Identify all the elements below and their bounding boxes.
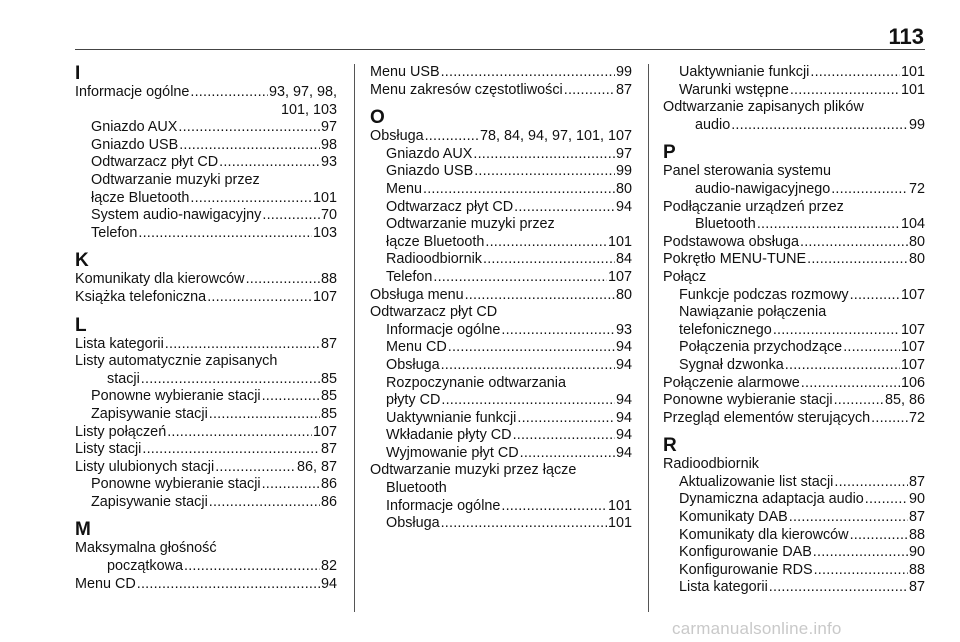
dot-leader: [773, 322, 900, 340]
dot-leader: [501, 498, 607, 516]
index-term: Menu: [386, 180, 422, 197]
index-heading: Odtwarzanie muzyki przez: [386, 216, 555, 233]
page-reference: 94: [615, 444, 632, 461]
dot-leader: [850, 527, 908, 545]
index-entry: [663, 216, 925, 234]
page-reference: 88: [908, 526, 925, 543]
index-term: Gniazdo AUX: [91, 119, 178, 136]
page-reference: 90: [908, 544, 925, 561]
dot-leader: [448, 339, 615, 357]
dot-leader: [474, 163, 615, 181]
index-heading: Radioodbiornik: [663, 456, 759, 473]
index-term: Listy ulubionych stacji: [75, 458, 215, 475]
index-heading: Podłączanie urządzeń przez: [663, 198, 844, 215]
page-reference: 107: [607, 268, 632, 285]
index-term: Lista kategorii: [75, 335, 164, 352]
page-reference: 97: [615, 145, 632, 162]
page-reference: 78, 84, 94, 97, 101, 107: [479, 128, 632, 145]
page-reference: 94: [615, 198, 632, 215]
page-reference: 88: [908, 561, 925, 578]
index-term: Połączenia przychodzące: [679, 339, 843, 356]
index-term: płyty CD: [386, 392, 441, 409]
dot-leader: [473, 146, 615, 164]
page-reference: 70: [320, 207, 337, 224]
index-entry: [75, 190, 337, 208]
index-term: Ponowne wybieranie stacji: [91, 388, 261, 405]
index-entry: [75, 441, 337, 459]
index-entry: [75, 371, 337, 389]
page-reference: 87: [615, 81, 632, 98]
dot-leader: [731, 117, 908, 135]
dot-leader: [137, 576, 320, 594]
dot-leader: [483, 251, 615, 269]
page-reference: 107: [900, 339, 925, 356]
index-term: Wyjmowanie płyt CD: [386, 444, 519, 461]
page-reference: 99: [908, 116, 925, 133]
page-reference: 85: [320, 405, 337, 422]
page-reference: 101: [900, 81, 925, 98]
dot-leader: [513, 427, 615, 445]
index-term: łącze Bluetooth: [91, 189, 190, 206]
dot-leader: [789, 509, 908, 527]
index-term: Listy połączeń: [75, 423, 167, 440]
section-letter: I: [75, 63, 81, 84]
watermark: carmanualsonline.info: [672, 619, 842, 638]
dot-leader: [262, 207, 320, 225]
index-entry: [663, 181, 925, 199]
index-entry: [370, 445, 632, 463]
page-reference: 80: [908, 251, 925, 268]
index-term: Ponowne wybieranie stacji: [91, 476, 261, 493]
index-heading: Nawiązanie połączenia: [679, 304, 827, 321]
index-heading: Połącz: [663, 268, 707, 285]
page-reference: 107: [312, 288, 337, 305]
dot-leader: [810, 64, 900, 82]
dot-leader: [215, 459, 296, 477]
index-entry: [75, 225, 337, 243]
dot-leader: [262, 388, 320, 406]
dot-leader: [813, 544, 908, 562]
index-term: Odtwarzacz płyt CD: [91, 154, 219, 171]
section-letter: P: [663, 142, 676, 164]
section-letter: O: [370, 107, 385, 129]
index-term: Warunki wstępne: [679, 81, 789, 98]
page-reference: 94: [615, 339, 632, 356]
index-term: Wkładanie płyty CD: [386, 427, 512, 444]
index-heading: Bluetooth: [386, 480, 447, 497]
dot-leader: [441, 357, 615, 375]
page-reference: 94: [320, 575, 337, 592]
page-reference: 84: [615, 251, 632, 268]
dot-leader: [871, 410, 908, 428]
section-letter: L: [75, 314, 87, 336]
page-reference: 90: [908, 491, 925, 508]
index-term: Uaktywnianie funkcji: [386, 409, 517, 426]
index-entry: [370, 515, 632, 533]
index-entry: [370, 199, 632, 217]
index-term: Książka telefoniczna: [75, 288, 207, 305]
page-reference-continued: 101, 103: [280, 101, 337, 118]
index-term: Uaktywnianie funkcji: [679, 64, 810, 80]
dot-leader: [441, 392, 615, 410]
page-reference: 101: [607, 233, 632, 250]
page-reference: 101: [312, 189, 337, 206]
dot-leader: [769, 579, 908, 597]
page-reference: 107: [312, 423, 337, 440]
index-entry: [663, 234, 925, 252]
index-entry: [75, 84, 337, 102]
page-reference: 87: [908, 473, 925, 490]
dot-leader: [209, 494, 320, 512]
index-term: Bluetooth: [695, 216, 756, 233]
index-entry: [663, 562, 925, 580]
page-reference: 85: [320, 388, 337, 405]
index-heading: Maksymalna głośność: [75, 540, 217, 557]
index-term: Obsługa: [386, 356, 440, 373]
page-reference: 93, 97, 98,: [268, 84, 337, 100]
index-term: Menu CD: [75, 575, 136, 592]
index-entry: [75, 336, 337, 354]
index-entry: [370, 410, 632, 428]
index-term: Informacje ogólne: [75, 84, 190, 100]
dot-leader: [423, 181, 615, 199]
index-entry: [663, 287, 925, 305]
index-entry: [663, 491, 925, 509]
index-entry: [663, 339, 925, 357]
page-reference: 107: [900, 356, 925, 373]
index-term: początkowa: [107, 558, 183, 575]
index-entry: [75, 476, 337, 494]
index-term: Listy stacji: [75, 441, 142, 458]
index-entry: [370, 287, 632, 305]
index-entry: [370, 322, 632, 340]
index-entry: [75, 576, 337, 594]
index-entry: [75, 494, 337, 512]
index-heading: Odtwarzacz płyt CD: [370, 304, 498, 321]
dot-leader: [184, 558, 320, 576]
page-reference: 86: [320, 493, 337, 510]
page-reference: 94: [615, 356, 632, 373]
index-heading: Rozpoczynanie odtwarzania: [386, 374, 566, 391]
dot-leader: [757, 216, 900, 234]
index-entry: [370, 128, 632, 146]
index-term: Menu USB: [370, 64, 440, 80]
index-entry: [370, 339, 632, 357]
index-entry: [75, 154, 337, 172]
index-term: Pokrętło MENU-TUNE: [663, 251, 807, 268]
index-entry: [75, 388, 337, 406]
index-term: Komunikaty dla kierowców: [679, 526, 849, 543]
dot-leader: [831, 181, 908, 199]
page-reference: 87: [320, 335, 337, 352]
index-term: Ponowne wybieranie stacji: [663, 392, 833, 409]
dot-leader: [178, 119, 320, 137]
dot-leader: [850, 287, 900, 305]
dot-leader: [520, 445, 615, 463]
index-term: Gniazdo USB: [386, 163, 474, 180]
index-entry: [370, 251, 632, 269]
index-term: Obsługa: [386, 515, 440, 532]
index-entry: [663, 357, 925, 375]
index-term: Menu zakresów częstotliwości: [370, 81, 563, 98]
dot-leader: [807, 251, 908, 269]
index-entry: [370, 163, 632, 181]
page-number: 113: [888, 24, 924, 49]
page-reference: 80: [615, 286, 632, 303]
index-entry: [663, 474, 925, 492]
dot-leader: [441, 515, 607, 533]
index-entry: [663, 251, 925, 269]
index-entry: [663, 375, 925, 393]
page-reference: 82: [320, 558, 337, 575]
index-term: Telefon: [91, 224, 138, 241]
dot-leader: [167, 424, 312, 442]
page-reference: 98: [320, 136, 337, 153]
index-entry: [663, 410, 925, 428]
dot-leader: [219, 154, 320, 172]
dot-leader: [485, 234, 607, 252]
page-reference: 107: [900, 286, 925, 303]
dot-leader: [246, 271, 320, 289]
index-entry: [663, 117, 925, 135]
index-entry: [663, 544, 925, 562]
page-reference: 106: [900, 374, 925, 391]
page-reference: 87: [908, 509, 925, 526]
dot-leader: [179, 137, 320, 155]
column-divider-1: [354, 64, 355, 612]
page-reference: 80: [615, 180, 632, 197]
index-term: Połączenie alarmowe: [663, 374, 800, 391]
page-reference: 93: [320, 154, 337, 171]
page-reference: 72: [908, 180, 925, 197]
index-column-1: [75, 64, 337, 593]
index-term: Informacje ogólne: [386, 497, 501, 514]
page-reference: 104: [900, 216, 925, 233]
dot-leader: [501, 322, 615, 340]
page-reference: 99: [615, 163, 632, 180]
index-entry: [663, 527, 925, 545]
index-term: Konfigurowanie DAB: [679, 544, 812, 561]
dot-leader: [865, 491, 908, 509]
index-entry: [75, 406, 337, 424]
index-term: Lista kategorii: [679, 579, 768, 596]
index-term: Aktualizowanie list stacji: [679, 473, 834, 490]
index-entry: [370, 269, 632, 287]
index-term: Zapisywanie stacji: [91, 493, 208, 510]
index-entry: [663, 509, 925, 527]
page-reference: 85: [320, 370, 337, 387]
dot-leader: [262, 476, 320, 494]
page-reference: 86: [320, 476, 337, 493]
dot-leader: [514, 199, 615, 217]
index-term: Telefon: [386, 268, 433, 285]
index-entry: [75, 424, 337, 442]
index-entry: [370, 181, 632, 199]
index-entry: [663, 82, 925, 100]
index-entry: [663, 64, 925, 82]
dot-leader: [517, 410, 615, 428]
index-heading: Odtwarzanie muzyki przez łącze: [370, 462, 577, 479]
index-entry: [75, 119, 337, 137]
index-term: System audio-nawigacyjny: [91, 207, 262, 224]
dot-leader: [138, 225, 312, 243]
index-entry: [75, 271, 337, 289]
dot-leader: [209, 406, 320, 424]
dot-leader: [843, 339, 900, 357]
dot-leader: [142, 441, 320, 459]
index-term: łącze Bluetooth: [386, 233, 485, 250]
index-term: Przegląd elementów sterujących: [663, 409, 871, 426]
index-entry: [75, 459, 337, 477]
dot-leader: [834, 474, 908, 492]
index-term: audio: [695, 116, 731, 133]
page-reference: 101: [900, 64, 925, 80]
index-entry: [370, 234, 632, 252]
index-entry: [370, 427, 632, 445]
index-term: Komunikaty DAB: [679, 509, 788, 526]
section-letter: R: [663, 435, 677, 457]
index-term: Zapisywanie stacji: [91, 405, 208, 422]
page-reference: 80: [908, 233, 925, 250]
column-divider-2: [648, 64, 649, 612]
index-term: audio-nawigacyjnego: [695, 180, 831, 197]
index-term: Odtwarzacz płyt CD: [386, 198, 514, 215]
index-entry: [370, 146, 632, 164]
index-term: Sygnał dzwonka: [679, 356, 784, 373]
index-entry: [663, 579, 925, 597]
index-heading: Odtwarzanie zapisanych plików: [663, 99, 864, 116]
page-reference: 86, 87: [296, 458, 337, 475]
index-heading: Panel sterowania systemu: [663, 163, 831, 180]
index-term: Dynamiczna adaptacja audio: [679, 491, 864, 508]
dot-leader: [800, 234, 908, 252]
index-entry: [75, 558, 337, 576]
dot-leader: [834, 392, 884, 410]
index-column-3: [663, 64, 925, 597]
index-heading: Odtwarzanie muzyki przez: [91, 171, 260, 188]
index-term: Obsługa menu: [370, 286, 464, 303]
index-entry: [370, 498, 632, 516]
index-term: Gniazdo USB: [91, 136, 179, 153]
page-reference: 88: [320, 271, 337, 288]
page-reference: 85, 86: [884, 392, 925, 409]
index-column-2: [370, 64, 632, 533]
page-reference: 94: [615, 409, 632, 426]
dot-leader: [814, 562, 908, 580]
index-entry: [370, 64, 632, 82]
index-entry: [370, 82, 632, 100]
index-term: Menu CD: [386, 339, 447, 356]
dot-leader: [141, 371, 320, 389]
dot-leader: [785, 357, 900, 375]
index-entry: [75, 207, 337, 225]
index-term: Funkcje podczas rozmowy: [679, 286, 849, 303]
page-reference: 87: [320, 441, 337, 458]
page-reference: 87: [908, 579, 925, 596]
dot-leader: [433, 269, 607, 287]
index-term: Konfigurowanie RDS: [679, 561, 813, 578]
dot-leader: [801, 375, 900, 393]
dot-leader: [165, 336, 320, 354]
index-heading: Listy automatycznie zapisanych: [75, 353, 278, 370]
page-reference: 94: [615, 427, 632, 444]
dot-leader: [790, 82, 900, 100]
index-entry: [75, 137, 337, 155]
dot-leader: [425, 128, 479, 146]
dot-leader: [207, 289, 312, 307]
index-entry: [370, 357, 632, 375]
index-term: Podstawowa obsługa: [663, 233, 800, 250]
index-term: Radioodbiornik: [386, 251, 482, 268]
index-term: stacji: [107, 370, 140, 387]
page-reference: 97: [320, 119, 337, 136]
page-reference: 99: [615, 64, 632, 80]
page-reference: 103: [312, 224, 337, 241]
index-entry: [663, 322, 925, 340]
index-term: Informacje ogólne: [386, 321, 501, 338]
page-reference: 107: [900, 321, 925, 338]
index-term: telefonicznego: [679, 321, 772, 338]
dot-leader: [190, 190, 312, 208]
dot-leader: [564, 82, 615, 100]
dot-leader: [441, 64, 615, 82]
page-reference: 94: [615, 392, 632, 409]
page-reference: 93: [615, 321, 632, 338]
dot-leader: [190, 84, 268, 102]
dot-leader: [465, 287, 615, 305]
index-entry: [370, 392, 632, 410]
section-letter: M: [75, 519, 91, 541]
index-term: Komunikaty dla kierowców: [75, 271, 245, 288]
page-reference: 101: [607, 515, 632, 532]
index-entry: [75, 289, 337, 307]
page-reference: 72: [908, 409, 925, 426]
header-rule: [75, 49, 925, 50]
index-term: Obsługa: [370, 128, 424, 145]
section-letter: K: [75, 250, 89, 272]
index-entry: [663, 392, 925, 410]
index-term: Gniazdo AUX: [386, 145, 473, 162]
page-reference: 101: [607, 497, 632, 514]
